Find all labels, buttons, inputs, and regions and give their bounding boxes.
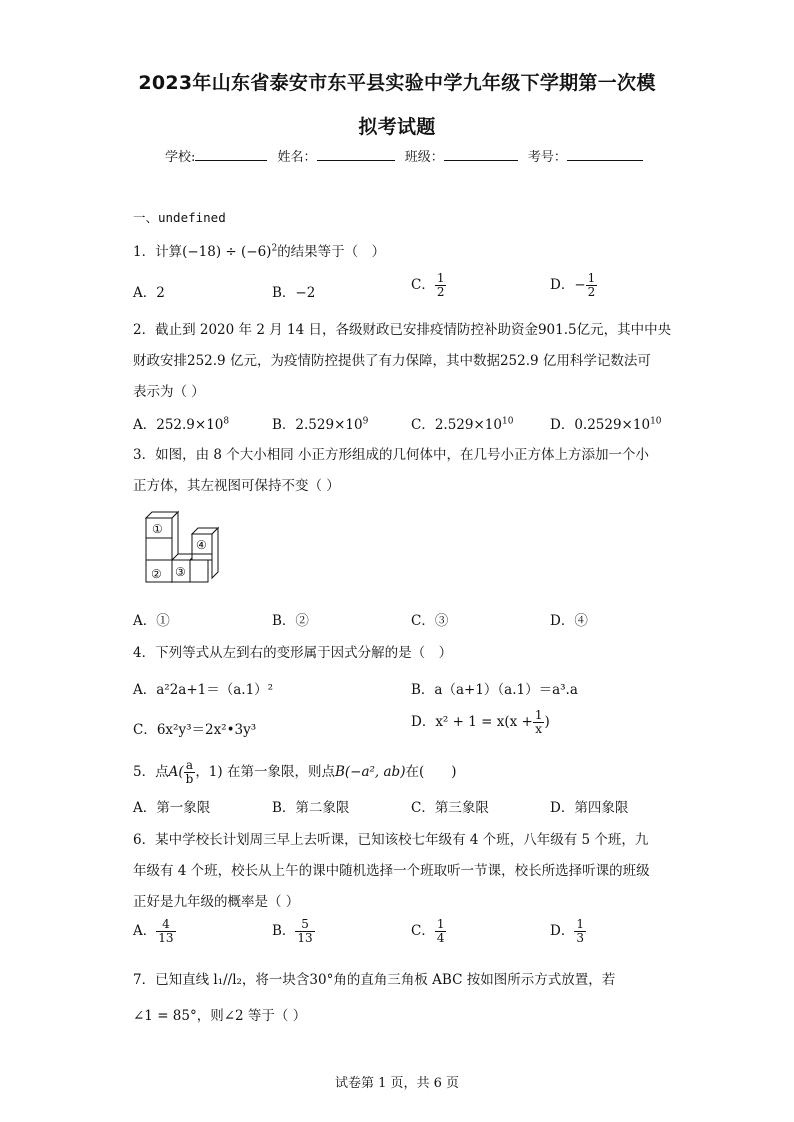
q7-line1: 7．已知直线 l₁//l₂，将一块含30°角的直角三角板 ABC 按如图所示方式放置，若 xyxy=(133,972,616,988)
q6-option-d[interactable]: D． $\frac{1}{3}$ xyxy=(550,917,584,945)
q2-line3: 表示为（ ） xyxy=(133,384,205,400)
q4-stem: 4．下列等式从左到右的变形属于因式分解的是（ ） xyxy=(133,645,453,661)
school-label: 学校: xyxy=(165,150,196,165)
page-footer: 试卷第 1 页，共 6 页 xyxy=(334,1076,460,1091)
section-heading: 一、undefined xyxy=(133,210,226,225)
q4-option-a[interactable]: A．a²2a+1＝（a.1）² xyxy=(133,682,274,698)
figure-label-4: ④ xyxy=(196,538,207,552)
question-1 xyxy=(133,240,385,260)
number-label: 考号： xyxy=(527,150,567,165)
q1-d-label: D．− xyxy=(550,277,586,293)
exam-title-line1: 2023年山东省泰安市东平县实验中学九年级下学期第一次模 xyxy=(138,72,656,94)
q2-option-a[interactable]: A．$252.9\times 10^8$ xyxy=(133,416,230,433)
q6-line3: 正好是九年级的概率是（ ） xyxy=(133,894,300,910)
q6-line2: 年级有 4 个班，校长从上午的课中随机选择一个班取听一节课，校长所选择听课的班级 xyxy=(133,863,650,879)
student-info-row xyxy=(165,146,649,165)
q1-exp: 2 xyxy=(271,243,278,254)
q5-option-a[interactable]: A．第一象限 xyxy=(133,800,211,816)
school-blank[interactable] xyxy=(195,147,267,161)
q1-expr: (−18) ÷ (−6) xyxy=(182,244,272,260)
q3-line1: 3．如图，由 8 个大小相同 小正方形组成的几何体中，在几号小正方体上方添加一个小 xyxy=(133,447,650,463)
q6-option-c[interactable]: C． $\frac{1}{4}$ xyxy=(411,917,445,945)
q5-option-c[interactable]: C．第三象限 xyxy=(411,800,489,816)
q5-option-d[interactable]: D．第四象限 xyxy=(550,800,629,816)
q5-fraction: $\frac{a}{b}$ xyxy=(185,758,194,786)
q5-option-b[interactable]: B．第二象限 xyxy=(272,800,350,816)
q1-prefix: 1．计算 xyxy=(133,244,183,260)
class-label: 班级： xyxy=(404,150,444,165)
name-blank[interactable] xyxy=(317,147,395,161)
q7-line2: ∠1 = 85°，则∠2 等于（ ） xyxy=(133,1008,307,1024)
q1-c-fraction: $\frac{1}{2}$ xyxy=(436,271,445,299)
q6-line1: 6．某中学校长计划周三早上去听课，已知该校七年级有 4 个班，八年级有 5 个班，九 xyxy=(133,832,649,848)
q3-option-d[interactable]: D．④ xyxy=(550,613,588,629)
q3-line2: 正方体，其左视图可保持不变（ ） xyxy=(133,478,340,494)
q6-option-a[interactable]: A． $\frac{4}{13}$ xyxy=(133,917,174,945)
q3-option-a[interactable]: A．① xyxy=(133,613,170,629)
q6-option-b[interactable]: B． $\frac{5}{13}$ xyxy=(272,917,313,945)
q1-d-fraction: $\frac{1}{2}$ xyxy=(587,271,596,299)
q3-option-b[interactable]: B．② xyxy=(272,613,309,629)
figure-label-1: ① xyxy=(152,522,163,536)
q1-option-c[interactable] xyxy=(411,272,446,299)
number-blank[interactable] xyxy=(567,147,643,161)
class-blank[interactable] xyxy=(444,147,518,161)
q1-suffix: 的结果等于（ ） xyxy=(277,244,386,260)
q4-d-fraction: $\frac{1}{x}$ xyxy=(534,708,543,736)
cube-figure xyxy=(136,510,226,590)
q4-option-b[interactable]: B．a（a+1）（a.1）＝a³.a xyxy=(411,682,578,698)
figure-label-3: ③ xyxy=(175,565,186,579)
q2-line2: 财政安排252.9 亿元，为疫情防控提供了有力保障，其中数据252.9 亿用科学记数法可 xyxy=(133,353,651,369)
q1-option-d[interactable] xyxy=(550,272,597,299)
q1-option-b[interactable]: B．−2 xyxy=(272,285,316,301)
q2-line1: 2．截止到 2020 年 2 月 14 日，各级财政已安排疫情防控补助资金901.5亿元，其中中央 xyxy=(133,322,672,338)
figure-label-2: ② xyxy=(151,567,162,581)
q2-option-b[interactable]: B．$2.529\times 10^9$ xyxy=(272,416,369,433)
q4-option-d[interactable]: D．x² + 1 = x(x + $\frac{1}{x}$ ) xyxy=(411,708,550,736)
q2-option-d[interactable]: D．$0.2529\times 10^{10}$ xyxy=(550,416,662,433)
q3-option-c[interactable]: C．③ xyxy=(411,613,449,629)
exam-title-line2: 拟考试题 xyxy=(358,116,436,138)
q2-option-c[interactable]: C．$2.529\times 10^{10}$ xyxy=(411,416,514,433)
name-label: 姓名： xyxy=(277,150,317,165)
q1-option-a[interactable]: A．2 xyxy=(133,285,165,301)
question-5: 5．点A( $\frac{a}{b}$ ，1) 在第一象限，则点B(−a², ab)在( ) xyxy=(133,758,457,786)
q4-option-c[interactable]: C．6x²y³＝2x²•3y³ xyxy=(133,722,257,738)
q1-c-label: C． xyxy=(411,277,435,293)
